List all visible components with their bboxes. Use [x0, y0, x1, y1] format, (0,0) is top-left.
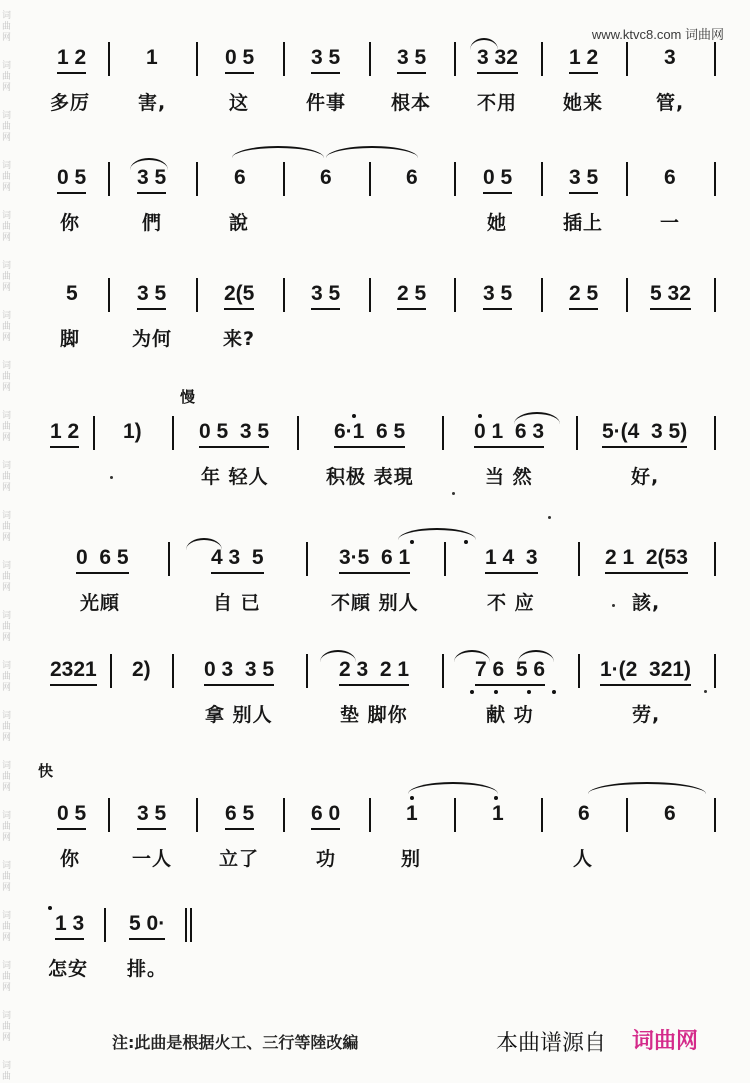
watermark-glyph: 曲 [2, 322, 12, 332]
watermark-glyph: 曲 [2, 1072, 12, 1082]
lyric-syllables: 别 [401, 848, 422, 870]
measure-notes: 1 3 [55, 912, 85, 935]
barline [196, 278, 198, 312]
beam-line [225, 72, 254, 74]
octave-dot-below [527, 690, 531, 694]
lyric-syllables: 立了 [219, 848, 260, 870]
source-label: 本曲谱源自 [496, 1031, 607, 1056]
barline [369, 798, 371, 832]
beam-line [477, 72, 518, 74]
beam-line [483, 308, 512, 310]
watermark-glyph: 词 [2, 661, 12, 671]
barline [196, 798, 198, 832]
barline [306, 542, 308, 576]
watermark-glyph: 曲 [2, 572, 12, 582]
watermark-glyph: 词 [2, 361, 12, 371]
measure-notes: 4 3 5 [211, 546, 264, 569]
watermark-glyph: 词 [2, 61, 12, 71]
measure-notes: 3 5 [137, 166, 167, 189]
beam-line [50, 446, 79, 448]
barline [110, 654, 112, 688]
scan-speck [612, 604, 615, 607]
octave-dot-above [410, 540, 414, 544]
watermark-glyph: 词 [2, 511, 12, 521]
beam-line [137, 192, 166, 194]
watermark-glyph: 网 [2, 183, 12, 193]
barline [93, 416, 95, 450]
watermark-glyph: 网 [2, 683, 12, 693]
lyric-syllables: 人 [573, 848, 594, 870]
barline [306, 654, 308, 688]
watermark-glyph: 曲 [2, 472, 12, 482]
slur-arc [398, 528, 476, 540]
margin-watermark [0, 0, 16, 1083]
measure-notes: 5 32 [650, 282, 691, 305]
measure-notes: 2 5 [397, 282, 427, 305]
barline [172, 416, 174, 450]
barline [714, 42, 716, 76]
beam-line [137, 828, 166, 830]
scan-speck [704, 690, 707, 693]
barline [108, 162, 110, 196]
watermark-glyph: 曲 [2, 172, 12, 182]
measure-notes: 3 5 [569, 166, 599, 189]
watermark-glyph: 网 [2, 583, 12, 593]
measure-notes: 2(5 [224, 282, 255, 305]
watermark-glyph: 词 [2, 911, 12, 921]
lyric-syllables: 們 [142, 212, 163, 234]
watermark-glyph: 网 [2, 133, 12, 143]
measure-notes: 1 [146, 46, 158, 69]
watermark-glyph: 曲 [2, 522, 12, 532]
beam-line [57, 828, 86, 830]
measure-notes: 2 5 [569, 282, 599, 305]
beam-line [602, 446, 687, 448]
measure-notes: 5·(4 3 5) [602, 420, 688, 443]
measure-notes: 1) [123, 420, 142, 443]
octave-dot-above [464, 540, 468, 544]
measure-notes: 0 1 6 3 [474, 420, 545, 443]
lyric-syllables: 她来 [563, 92, 604, 114]
watermark-glyph: 词 [2, 811, 12, 821]
barline [283, 798, 285, 832]
measure-notes: 1 2 [57, 46, 87, 69]
measure-notes: 2) [132, 658, 151, 681]
lyric-syllables: 自 已 [213, 592, 261, 614]
measure-notes: 6 0 [311, 802, 341, 825]
beam-line [483, 192, 512, 194]
watermark-glyph: 网 [2, 83, 12, 93]
lyric-syllables: 不 应 [487, 592, 535, 614]
barline [714, 162, 716, 196]
watermark-glyph: 网 [2, 483, 12, 493]
measure-notes: 0 5 [225, 46, 255, 69]
barline [714, 278, 716, 312]
beam-line [600, 684, 691, 686]
barline [454, 42, 456, 76]
lyric-syllables: 排。 [127, 958, 168, 980]
measure-notes: 1 [406, 802, 418, 825]
octave-dot-below [470, 690, 474, 694]
measure-notes: 3 5 [137, 282, 167, 305]
watermark-glyph: 网 [2, 383, 12, 393]
measure-notes: 1 2 [50, 420, 80, 443]
lyric-syllables: 为何 [132, 328, 173, 350]
beam-line [311, 828, 340, 830]
beam-line [199, 446, 269, 448]
slur-arc [326, 146, 418, 158]
measure-notes: 0 5 [57, 166, 87, 189]
barline [297, 416, 299, 450]
measure-notes: 0 5 [483, 166, 513, 189]
watermark-glyph: 词 [2, 261, 12, 271]
measure-notes: 5 [66, 282, 78, 305]
lyric-syllables: 她 [487, 212, 508, 234]
measure-notes: 3 5 [483, 282, 513, 305]
measure-notes: 0 6 5 [76, 546, 129, 569]
slur-arc [320, 650, 356, 662]
final-barline [185, 908, 187, 942]
barline [626, 42, 628, 76]
lyric-syllables: 多厉 [50, 92, 91, 114]
watermark-glyph: 网 [2, 833, 12, 843]
watermark-glyph: 词 [2, 861, 12, 871]
measure-notes: 5 0· [129, 912, 166, 935]
beam-line [605, 572, 688, 574]
barline [626, 798, 628, 832]
lyric-syllables: 光頋 [80, 592, 121, 614]
beam-line [137, 308, 166, 310]
watermark-glyph: 曲 [2, 622, 12, 632]
beam-line [57, 192, 86, 194]
watermark-glyph: 曲 [2, 772, 12, 782]
watermark-glyph: 网 [2, 933, 12, 943]
watermark-glyph: 曲 [2, 72, 12, 82]
barline [283, 162, 285, 196]
watermark-glyph: 曲 [2, 972, 12, 982]
lyric-syllables: 你 [60, 212, 81, 234]
watermark-glyph: 词 [2, 11, 12, 21]
watermark-glyph: 网 [2, 633, 12, 643]
slur-arc [588, 782, 706, 794]
measure-notes: 0 3 3 5 [204, 658, 275, 681]
barline [369, 162, 371, 196]
measure-notes: 6 [320, 166, 332, 189]
lyric-syllables: 插上 [563, 212, 604, 234]
measure-notes: 3 5 [137, 802, 167, 825]
slur-arc [232, 146, 324, 158]
barline [578, 542, 580, 576]
octave-dot-above [494, 796, 498, 800]
beam-line [129, 938, 165, 940]
watermark-glyph: 网 [2, 433, 12, 443]
slur-arc [470, 38, 498, 50]
lyric-syllables: 劳, [632, 704, 661, 726]
lyric-syllables: 不頋 别人 [331, 592, 419, 614]
barline [626, 162, 628, 196]
measure-notes: 6 [664, 166, 676, 189]
lyric-syllables: 說 [229, 212, 250, 234]
barline [172, 654, 174, 688]
barline [369, 278, 371, 312]
watermark-glyph: 词 [2, 311, 12, 321]
lyric-syllables: 功 [316, 848, 337, 870]
beam-line [224, 308, 254, 310]
barline [626, 278, 628, 312]
barline [108, 798, 110, 832]
barline [714, 416, 716, 450]
beam-line [569, 308, 598, 310]
measure-notes: 3 5 [397, 46, 427, 69]
watermark-glyph: 曲 [2, 722, 12, 732]
watermark-glyph: 曲 [2, 222, 12, 232]
lyric-syllables: 該, [632, 592, 661, 614]
beam-line [339, 572, 410, 574]
barline [196, 162, 198, 196]
barline [168, 542, 170, 576]
beam-line [339, 684, 409, 686]
octave-dot-below [494, 690, 498, 694]
measure-notes: 1 [492, 802, 504, 825]
beam-line [311, 72, 340, 74]
barline [541, 278, 543, 312]
watermark-glyph: 曲 [2, 272, 12, 282]
lyric-syllables: 年 轻人 [201, 466, 269, 488]
slur-arc [514, 412, 560, 424]
measure-notes: 6 5 [225, 802, 255, 825]
beam-line [650, 308, 691, 310]
lyric-syllables: 积极 表現 [326, 466, 414, 488]
octave-dot-below [552, 690, 556, 694]
lyric-syllables: 好, [631, 466, 660, 488]
watermark-glyph: 曲 [2, 22, 12, 32]
watermark-glyph: 曲 [2, 422, 12, 432]
measure-notes: 3 5 [311, 46, 341, 69]
barline [196, 42, 198, 76]
barline [444, 542, 446, 576]
barline [714, 542, 716, 576]
octave-dot-above [352, 414, 356, 418]
lyric-syllables: 垫 脚你 [340, 704, 408, 726]
slur-arc [454, 650, 490, 662]
watermark-glyph: 网 [2, 783, 12, 793]
watermark-glyph: 网 [2, 233, 12, 243]
barline [369, 42, 371, 76]
measure-notes: 0 5 3 5 [199, 420, 270, 443]
beam-line [225, 828, 254, 830]
lyric-syllables: 管, [656, 92, 685, 114]
barline [454, 162, 456, 196]
watermark-glyph: 曲 [2, 122, 12, 132]
watermark-glyph: 词 [2, 611, 12, 621]
barline [454, 798, 456, 832]
beam-line [204, 684, 274, 686]
watermark-glyph: 网 [2, 1033, 12, 1043]
slur-arc [130, 158, 168, 170]
beam-line [57, 72, 86, 74]
lyric-syllables: 脚 [60, 328, 81, 350]
barline [442, 654, 444, 688]
lyric-syllables: 一人 [132, 848, 173, 870]
watermark-glyph: 词 [2, 1011, 12, 1021]
beam-line [334, 446, 405, 448]
measure-notes: 2321 [50, 658, 97, 681]
barline [578, 654, 580, 688]
watermark-glyph: 词 [2, 561, 12, 571]
lyric-syllables: 怎安 [48, 958, 89, 980]
barline [714, 654, 716, 688]
slur-arc [408, 782, 498, 794]
barline [283, 42, 285, 76]
measure-notes: 1 4 3 [485, 546, 538, 569]
lyric-syllables: 害, [138, 92, 167, 114]
scan-speck [548, 516, 551, 519]
beam-line [475, 684, 545, 686]
watermark-glyph: 网 [2, 283, 12, 293]
watermark-glyph: 词 [2, 161, 12, 171]
footnote: 注:此曲是根据火工、三行等陸改編 [112, 1033, 359, 1052]
barline [541, 162, 543, 196]
watermark-glyph: 词 [2, 461, 12, 471]
lyric-syllables: 不用 [477, 92, 518, 114]
lyric-syllables: 献 功 [486, 704, 534, 726]
watermark-glyph: 曲 [2, 822, 12, 832]
measure-notes: 6·1 6 5 [334, 420, 406, 443]
tempo-mark-fast: 快 [38, 762, 54, 780]
watermark-glyph: 词 [2, 711, 12, 721]
measure-notes: 6 [234, 166, 246, 189]
watermark-glyph: 词 [2, 761, 12, 771]
lyric-syllables: 这 [229, 92, 250, 114]
watermark-glyph: 网 [2, 733, 12, 743]
measure-notes: 7 6 5 6 [475, 658, 546, 681]
beam-line [474, 446, 544, 448]
lyric-syllables: 一 [660, 212, 681, 234]
watermark-glyph: 网 [2, 533, 12, 543]
lyric-syllables: 件事 [306, 92, 347, 114]
watermark-glyph: 曲 [2, 872, 12, 882]
measure-notes: 6 [664, 802, 676, 825]
barline [283, 278, 285, 312]
measure-notes: 3 [664, 46, 676, 69]
beam-line [55, 938, 84, 940]
measure-notes: 0 5 [57, 802, 87, 825]
watermark-glyph: 曲 [2, 372, 12, 382]
watermark-glyph: 网 [2, 983, 12, 993]
barline [541, 798, 543, 832]
measure-notes: 6 [578, 802, 590, 825]
watermark-glyph: 曲 [2, 1022, 12, 1032]
watermark-glyph: 曲 [2, 922, 12, 932]
watermark-glyph: 词 [2, 411, 12, 421]
octave-dot-above [478, 414, 482, 418]
tempo-mark-slow: 慢 [180, 388, 196, 406]
lyric-syllables: 来? [223, 328, 256, 350]
barline [576, 416, 578, 450]
barline [104, 908, 106, 942]
site-watermark: www.ktvc8.com 词曲网 [591, 27, 724, 42]
measure-notes: 1 2 [569, 46, 599, 69]
barline [442, 416, 444, 450]
measure-notes: 1·(2 321) [600, 658, 692, 681]
measure-notes: 2 3 2 1 [339, 658, 410, 681]
watermark-glyph: 词 [2, 211, 12, 221]
watermark-glyph: 词 [2, 111, 12, 121]
barline [108, 42, 110, 76]
barline [108, 278, 110, 312]
octave-dot-above [48, 906, 52, 910]
beam-line [397, 308, 426, 310]
barline [454, 278, 456, 312]
beam-line [569, 192, 598, 194]
watermark-glyph: 网 [2, 883, 12, 893]
slur-arc [186, 538, 222, 550]
measure-notes: 2 1 2(53 [605, 546, 688, 569]
watermark-glyph: 词 [2, 961, 12, 971]
watermark-glyph: 网 [2, 333, 12, 343]
slur-arc [518, 650, 554, 662]
beam-line [50, 684, 97, 686]
beam-line [76, 572, 129, 574]
barline [190, 908, 192, 942]
measure-notes: 3 5 [311, 282, 341, 305]
barline [714, 798, 716, 832]
scan-speck [452, 492, 455, 495]
watermark-glyph: 网 [2, 33, 12, 43]
watermark-glyph: 曲 [2, 672, 12, 682]
lyric-syllables: 当 然 [485, 466, 533, 488]
octave-dot-above [410, 796, 414, 800]
beam-line [211, 572, 264, 574]
lyric-syllables: 根本 [391, 92, 432, 114]
beam-line [569, 72, 598, 74]
measure-notes: 6 [406, 166, 418, 189]
scan-speck [110, 476, 113, 479]
watermark-glyph: 词 [2, 1061, 12, 1071]
beam-line [311, 308, 340, 310]
beam-line [485, 572, 538, 574]
lyric-syllables: 拿 别人 [205, 704, 273, 726]
measure-notes: 3 32 [477, 46, 518, 69]
beam-line [397, 72, 426, 74]
lyric-syllables: 你 [60, 848, 81, 870]
barline [541, 42, 543, 76]
measure-notes: 3·5 6 1 [339, 546, 411, 569]
site-logo: 词曲网 [632, 1029, 699, 1054]
